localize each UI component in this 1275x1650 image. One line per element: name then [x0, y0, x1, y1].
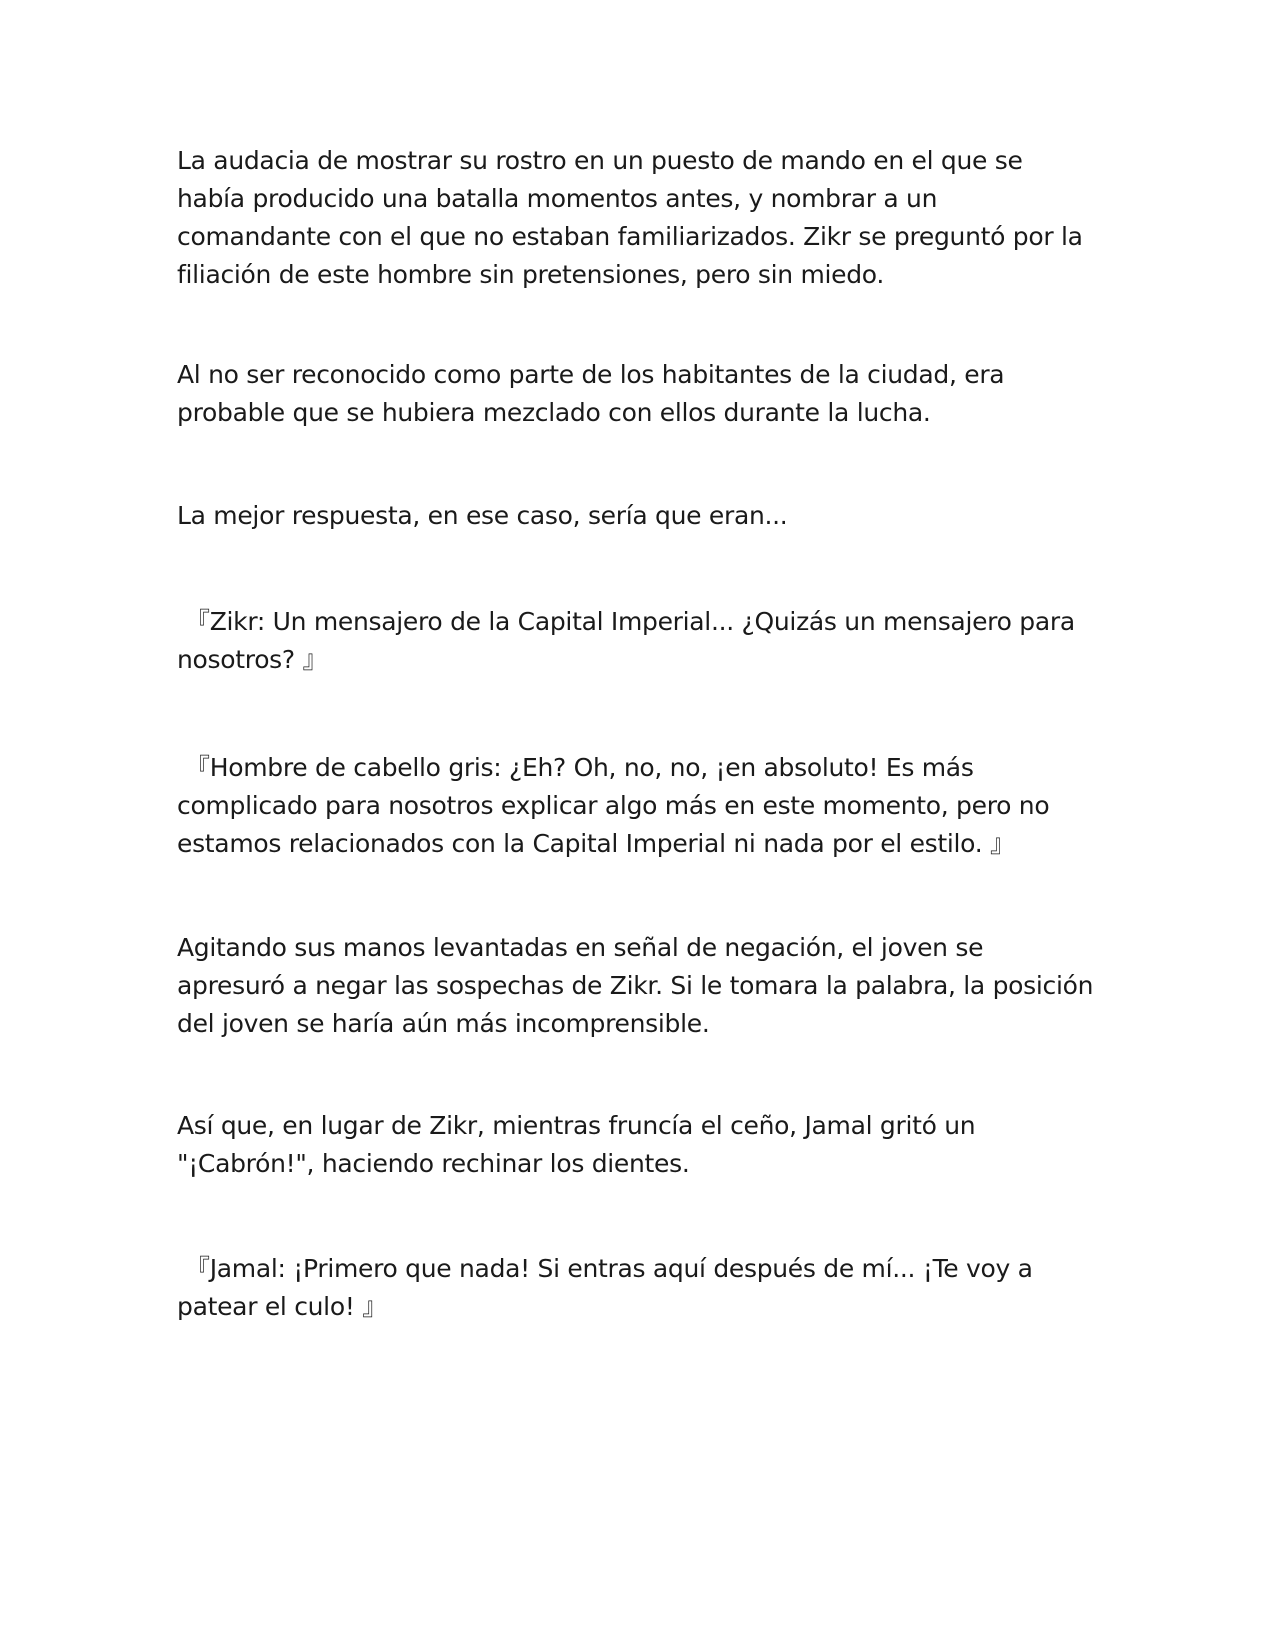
paragraph-narration-1: La audacia de mostrar su rostro en un puesto de mando en el que se había producido una batalla momentos antes, y nombrar a un comandante con el que no estaban familiarizados. Zikr se preguntó por la filiación de este hombre sin pretensiones, pero sin miedo. [177, 146, 1083, 289]
paragraph-dialogue-zikr: 『Zikr: Un mensajero de la Capital Imperial... ¿Quizás un mensajero para nosotros? 』 [177, 607, 1075, 674]
paragraph-dialogue-jamal: 『Jamal: ¡Primero que nada! Si entras aquí después de mí... ¡Te voy a patear el culo! 』 [177, 1254, 1033, 1321]
paragraph-narration-3: La mejor respuesta, en ese caso, sería que eran... [177, 501, 788, 530]
paragraph-dialogue-grey-haired-man: 『Hombre de cabello gris: ¿Eh? Oh, no, no, ¡en absoluto! Es más complicado para nosotros explicar algo más en este momento, pero no estamos relacionados con la Capital Imperial ni nada por el estilo. 』 [177, 753, 1050, 858]
paragraph-narration-2: Al no ser reconocido como parte de los habitantes de la ciudad, era probable que se hubiera mezclado con ellos durante la lucha. [177, 360, 1005, 427]
paragraph-narration-4: Agitando sus manos levantadas en señal de negación, el joven se apresuró a negar las sospechas de Zikr. Si le tomara la palabra, la posición del joven se haría aún más incomprensible. [177, 933, 1094, 1038]
paragraph-narration-5: Así que, en lugar de Zikr, mientras fruncía el ceño, Jamal gritó un "¡Cabrón!", haciendo rechinar los dientes. [177, 1111, 976, 1178]
